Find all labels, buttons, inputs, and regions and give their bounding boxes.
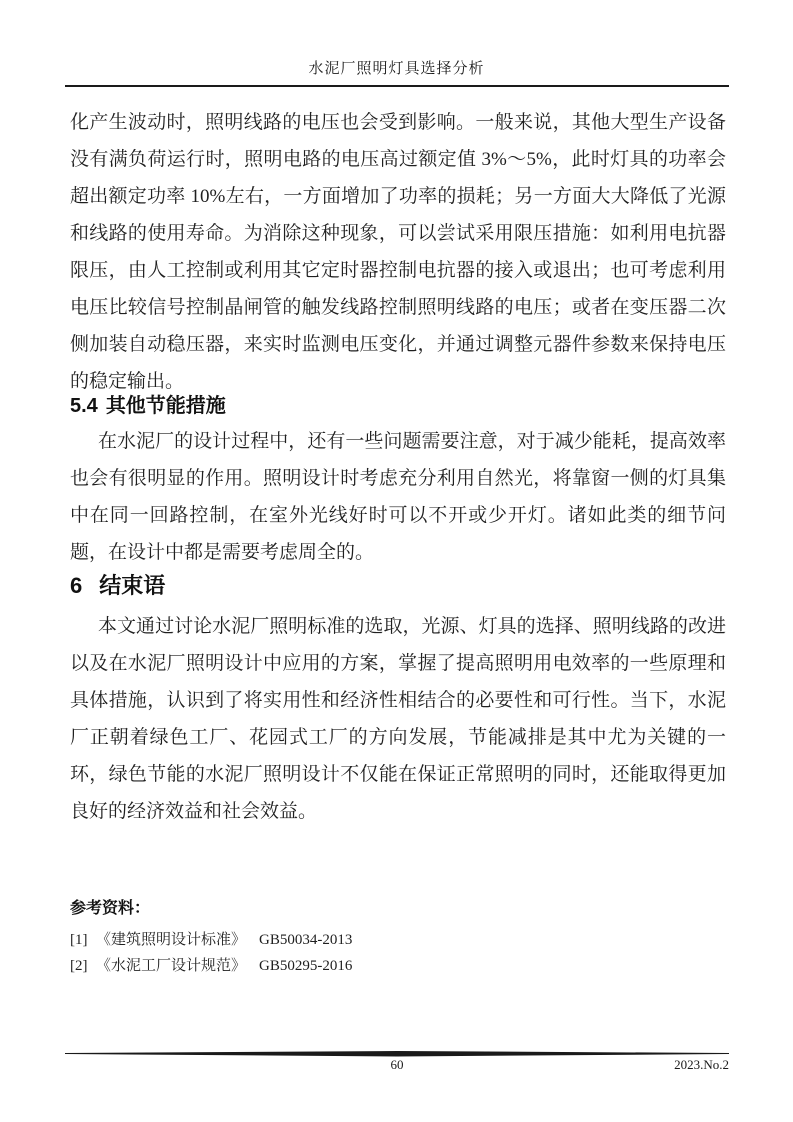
references-block <box>70 897 670 979</box>
page-number: 60 <box>390 1057 404 1072</box>
paragraph-voltage-regulation: 化产生波动时，照明线路的电压也会受到影响。一般来说，其他大型生产设备没有满负荷运行时，照明电路的电压高过额定值 3%～5%，此时灯具的功率会超出额定功率 10%左右，一方面增加了功率的损耗；另一方面大大降低了光源和线路的使用寿命。为消除这种现象，可以尝试采用限压措施：如利用电抗器限压，由人工控制或利用其它定时器控制电抗器的接入或退出；也可考虑利用电压比较信号控制晶闸管的触发线路控制照明线路的电压；或者在变压器二次侧加装自动稳压器，来实时监测电压变化，并通过调整元器件参数来保持电压的稳定输出。 <box>70 112 726 392</box>
section-title: 其他节能措施 <box>105 395 226 417</box>
reference-number: [2] <box>70 958 88 974</box>
footer <box>65 1057 729 1075</box>
reference-standard-code: GB50295-2016 <box>259 958 353 974</box>
paragraph-conclusion: 本文通过讨论水泥厂照明标准的选取，光源、灯具的选择、照明线路的改进以及在水泥厂照明设计中应用的方案，掌握了提高照明用电效率的一些原理和具体措施，认识到了将实用性和经济性相结合的必要性和可行性。当下，水泥厂正朝着绿色工厂、花园式工厂的方向发展，节能减排是其中尤为关键的一环，绿色节能的水泥厂照明设计不仅能在保证正常照明的同时，还能取得更加良好的经济效益和社会效益。 <box>70 616 726 822</box>
section-number: 6 <box>70 573 83 599</box>
reference-title: 《建筑照明设计标准》 <box>96 932 247 948</box>
header-rule <box>65 85 729 87</box>
section-heading-5-4 <box>70 392 226 420</box>
reference-item <box>70 927 670 953</box>
references-label: 参考资料： <box>70 900 151 917</box>
reference-title: 《水泥工厂设计规范》 <box>96 958 247 974</box>
reference-number: [1] <box>70 932 88 948</box>
section-heading-6 <box>70 571 165 601</box>
running-header-title: 水泥厂照明灯具选择分析 <box>308 61 485 77</box>
section-title: 结束语 <box>99 573 166 599</box>
reference-standard-code: GB50034-2013 <box>259 932 353 948</box>
reference-item <box>70 953 670 979</box>
paragraph-other-energy-saving: 在水泥厂的设计过程中，还有一些问题需要注意，对于减少能耗，提高效率也会有很明显的作用。照明设计时考虑充分利用自然光，将靠窗一侧的灯具集中在同一回路控制，在室外光线好时可以不开或少开灯。诸如此类的细节问题，在设计中都是需要考虑周全的。 <box>70 431 726 563</box>
section-number: 5.4 <box>70 395 98 417</box>
journal-issue: 2023.No.2 <box>674 1057 729 1072</box>
